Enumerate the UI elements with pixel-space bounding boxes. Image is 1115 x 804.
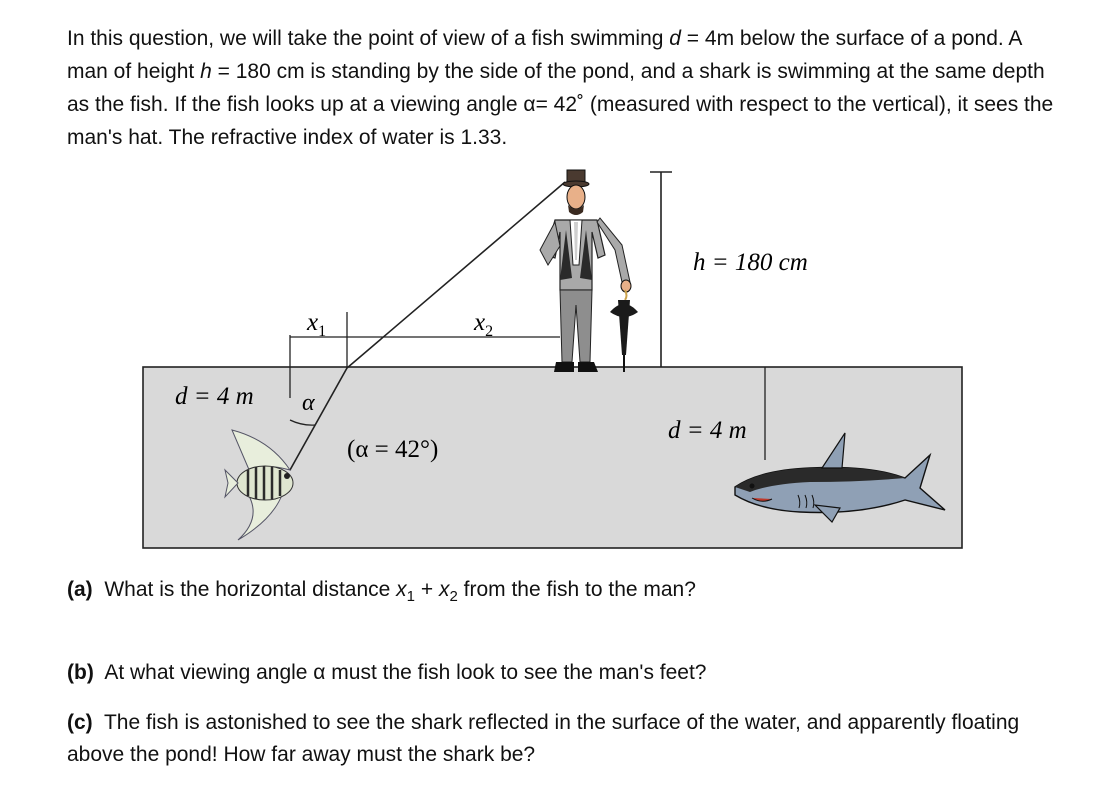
question-c-text: The fish is astonished to see the shark reflected in the surface of the water, and apparently floating above the pond! How far away must the shark be? (67, 711, 1020, 766)
height-label: h = 180 cm (693, 249, 808, 276)
alpha-label: α (302, 390, 315, 416)
question-a-x1-sub: 1 (406, 588, 416, 606)
question-b-label: (b) (67, 661, 94, 684)
intro-text-3: = 180 cm is standing by the side of the pond, and a shark is swimming at the same depth as the fish. If the fish looks up at a viewing angle α= 42˚ (measured with respect to the vertical), it sees the man's hat. The refractive index of water is 1.33. (67, 60, 1054, 149)
question-a-x2-sub: 2 (449, 588, 458, 606)
question-c (67, 707, 1057, 771)
intro-h-var: h (200, 60, 212, 83)
question-b (67, 657, 1057, 689)
intro-text-2: = 4m below the surface of a pond. A man of height (67, 27, 1022, 83)
question-a-plus: + (415, 578, 439, 601)
intro-text-1: In this question, we will take the point of view of a fish swimming (67, 27, 670, 50)
question-a-label: (a) (67, 578, 93, 601)
question-a (67, 574, 1057, 613)
question-a-x2: x (438, 578, 450, 601)
x2-label: $x_2$ (474, 309, 494, 340)
depth-label-right: d = 4 m (668, 417, 747, 444)
depth-label-left: d = 4 m (175, 383, 254, 410)
question-a-text-1: What is the horizontal distance (104, 578, 397, 601)
question-a-x1: x (396, 578, 407, 601)
x1-label: $x_1$ (307, 309, 327, 340)
angle-value-label: (α = 42°) (347, 436, 439, 463)
intro-d-var: d (669, 27, 681, 50)
question-a-text-2: from the fish to the man? (457, 578, 696, 601)
man-illustration (540, 170, 638, 372)
question-c-label: (c) (67, 711, 93, 734)
question-b-text: At what viewing angle α must the fish look to see the man's feet? (104, 661, 707, 684)
